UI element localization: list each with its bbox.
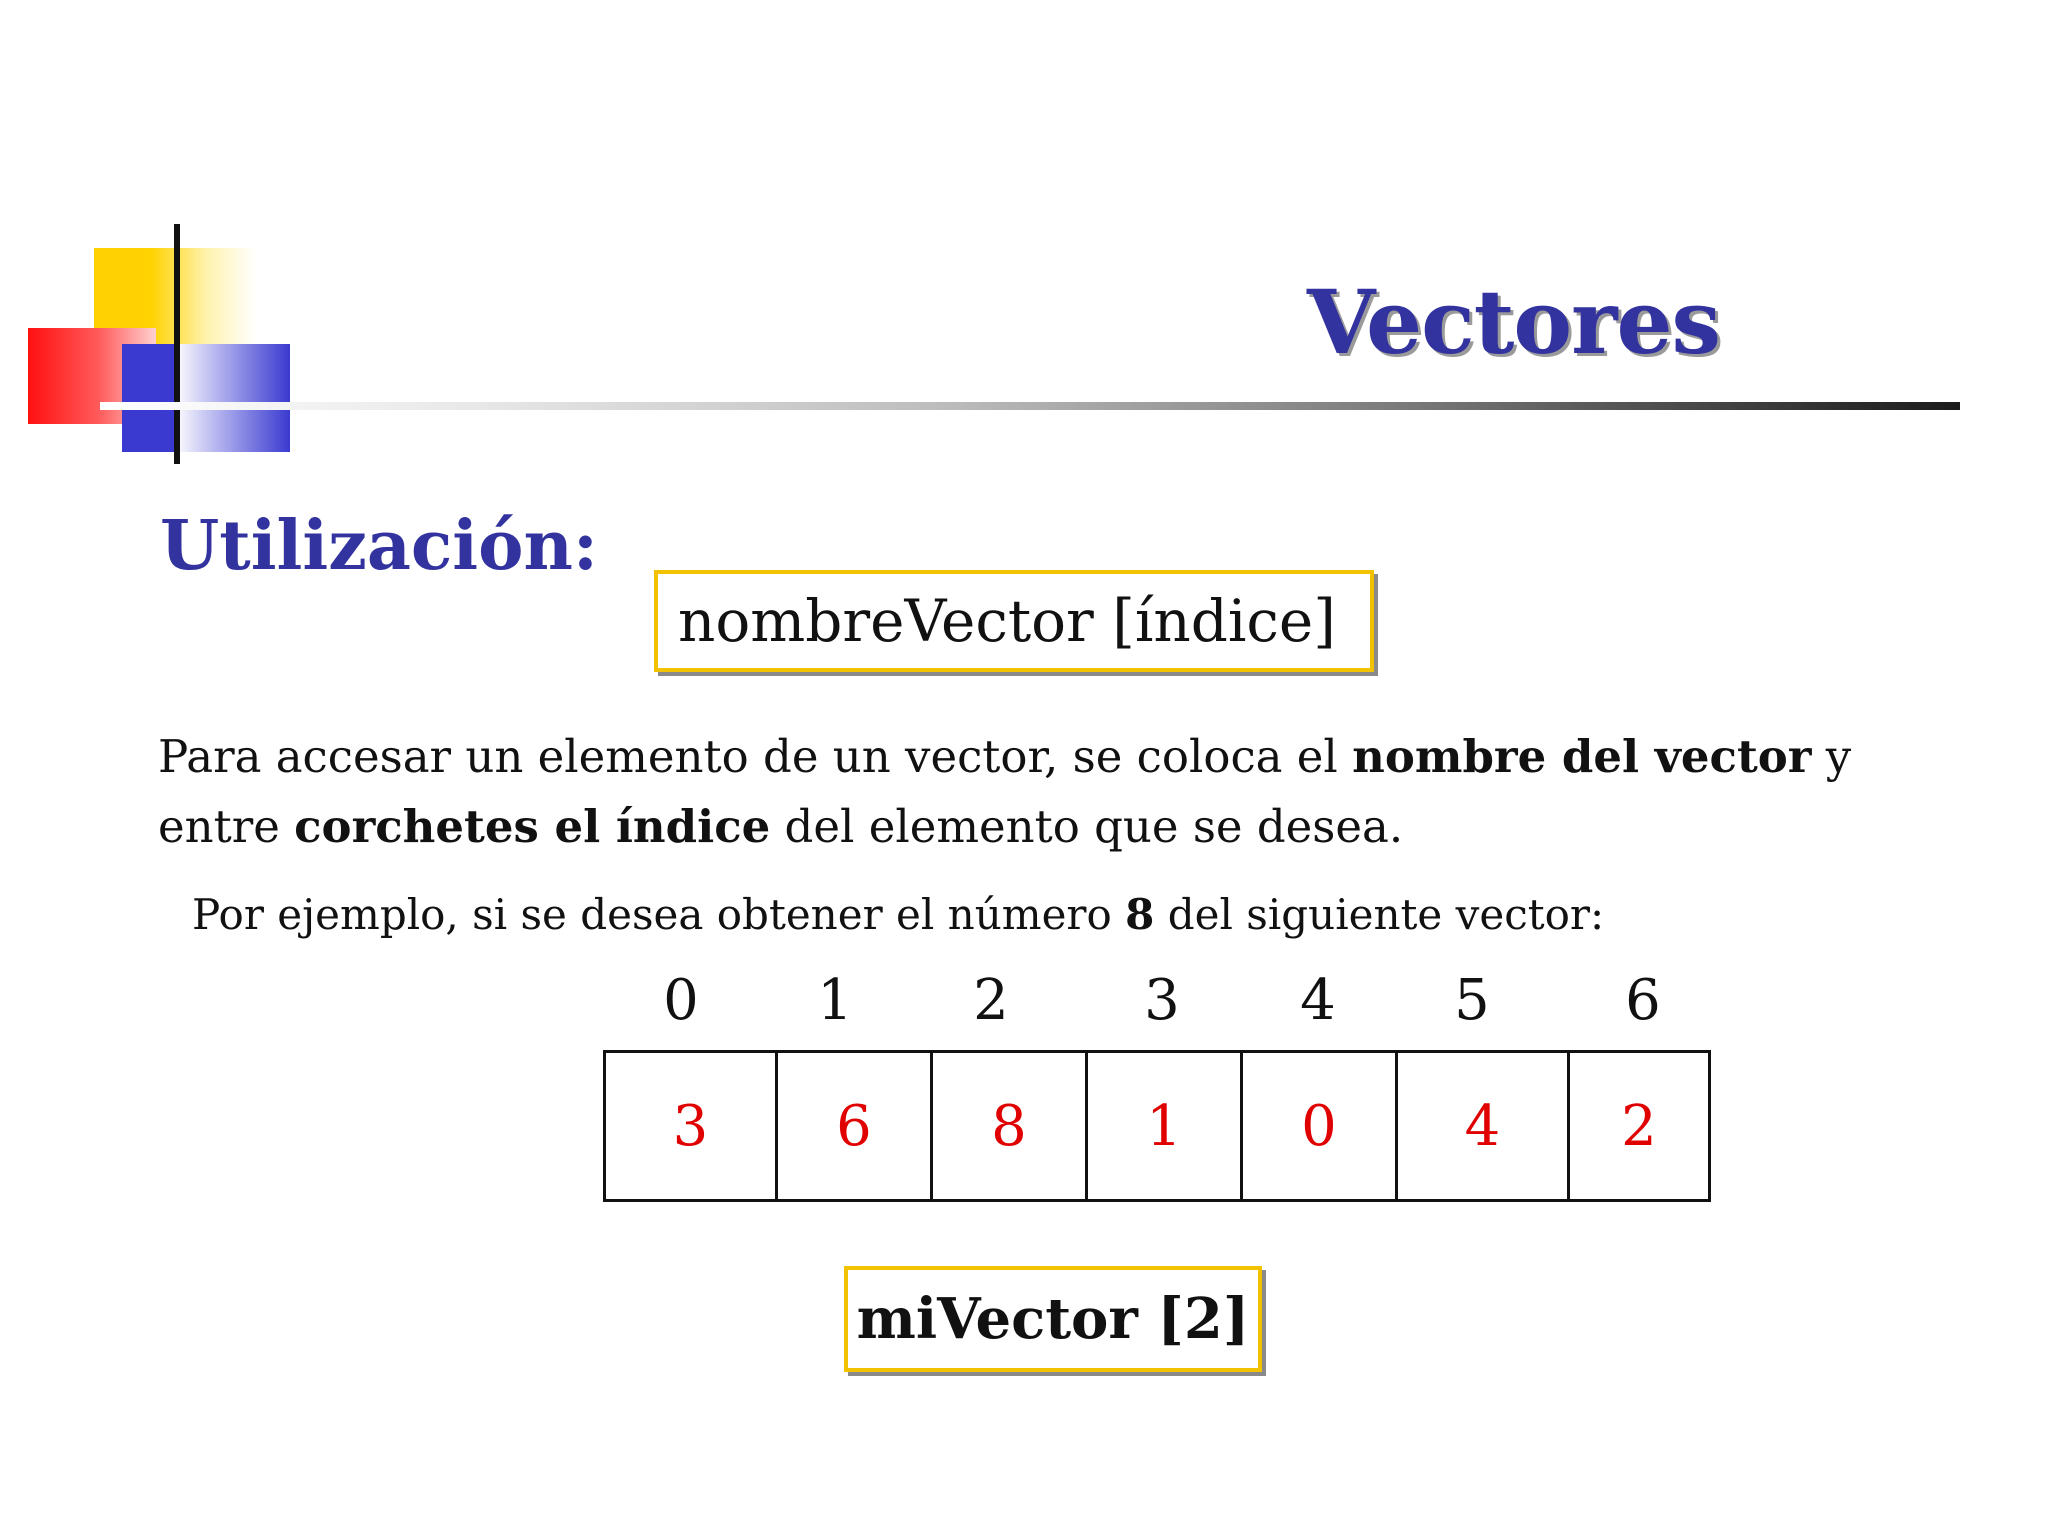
vector-index: 0 <box>663 968 699 1033</box>
paragraph-line-2 <box>158 792 1898 862</box>
title-rule <box>100 402 1960 410</box>
access-example-box <box>844 1266 1262 1372</box>
explanation-paragraph <box>158 722 1898 862</box>
syntax-box <box>654 570 1374 672</box>
paragraph-text: y <box>1811 730 1852 783</box>
vector-index: 1 <box>817 968 853 1033</box>
paragraph-line-1 <box>158 722 1898 792</box>
vector-cell: 3 <box>606 1053 778 1199</box>
section-heading: Utilización: <box>160 506 599 586</box>
example-bold-number: 8 <box>1125 890 1155 939</box>
example-text: Por ejemplo, si se desea obtener el número <box>192 890 1126 939</box>
slide-title: Vectores <box>1306 270 1720 374</box>
paragraph-bold-text: corchetes el índice <box>294 800 771 853</box>
vector-cell: 2 <box>1621 1093 1657 1159</box>
vector-cell: 4 <box>1398 1053 1570 1199</box>
vector-cell: 8 <box>933 1053 1088 1199</box>
logo-vertical-rule <box>174 224 180 464</box>
vector-index: 4 <box>1300 968 1336 1033</box>
vector-cell: 6 <box>778 1053 933 1199</box>
syntax-text: nombreVector [índice] <box>678 587 1336 655</box>
vector-cell: 0 <box>1243 1053 1398 1199</box>
access-example-text: miVector [2] <box>856 1286 1250 1352</box>
paragraph-text: del elemento que se desea. <box>770 800 1404 853</box>
vector-cell: 1 <box>1088 1053 1243 1199</box>
vector-table <box>603 1050 1711 1202</box>
vector-index: 5 <box>1454 968 1490 1033</box>
paragraph-bold-text: nombre del vector <box>1352 730 1812 783</box>
logo-blue-square <box>174 344 290 452</box>
vector-index: 2 <box>973 968 1009 1033</box>
vector-index: 6 <box>1625 968 1661 1033</box>
example-text: del siguiente vector: <box>1154 890 1605 939</box>
paragraph-text: entre <box>158 800 295 853</box>
vector-index: 3 <box>1144 968 1180 1033</box>
example-sentence <box>192 890 1792 939</box>
logo-blue-dark-square <box>122 344 174 452</box>
paragraph-text: Para accesar un elemento de un vector, se coloca el <box>158 730 1353 783</box>
